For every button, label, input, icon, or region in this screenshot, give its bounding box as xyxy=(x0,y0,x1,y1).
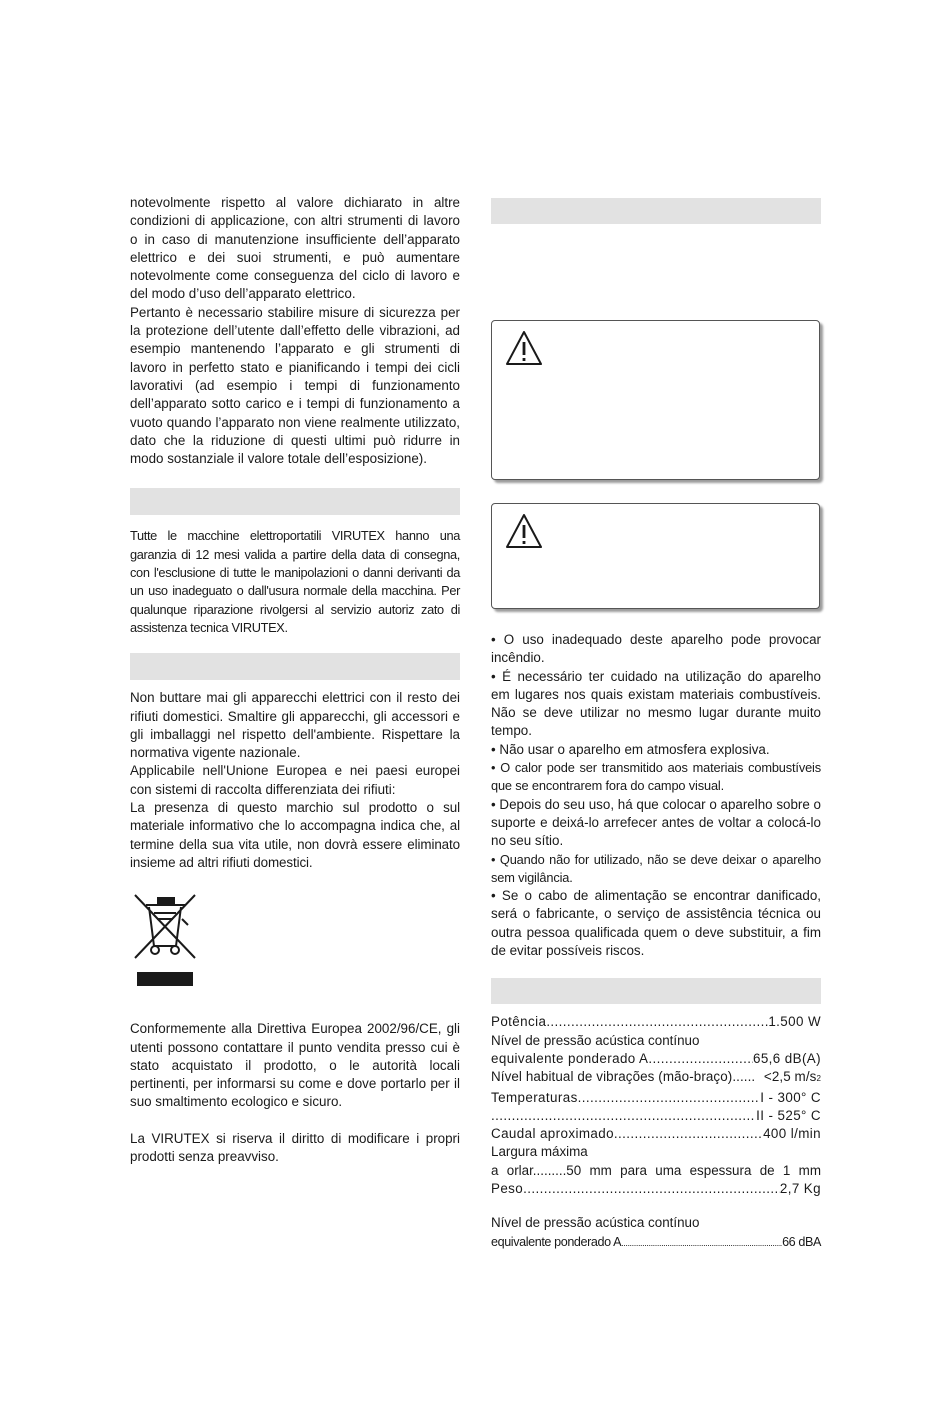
spec-width-line2: a orlar.........50 mm para uma espessura de 1 mm xyxy=(491,1162,821,1178)
warranty-section-bar xyxy=(130,488,460,515)
safety-bullets xyxy=(491,631,821,1252)
noise-value-line: equivalente ponderado A ..... 66 dBA xyxy=(491,1233,821,1252)
right-column xyxy=(491,198,821,1249)
technical-specs xyxy=(491,1013,821,1198)
warranty-paragraph: Tutte le macchine elettroportatili VIRUTEX hanno una garanzia di 12 mesi valida a partire della data di consegna, con l'esclusione di tutte le manipolazioni o danni derivanti da un uso inadeguato o dall'usura normale della macchina. Per qualunque riparazione rivolgersi al servizio autoriz zato di assistenza tecnica VIRUTEX. xyxy=(130,528,460,635)
spec-vibration: Nível habitual de vibrações (mão-braço)...... <2,5 m/s 2 xyxy=(491,1069,821,1085)
noise-line1: Nível de pressão acústica contínuo xyxy=(491,1215,700,1231)
warning-box-1 xyxy=(491,320,820,480)
bullet-item: • O uso inadequado deste aparelho pode provocar incêndio. xyxy=(491,632,821,666)
spec-weight: Peso ..... 2,7 Kg xyxy=(491,1180,821,1198)
disposal-paragraph-2: Applicabile nell'Unione Europea e nei paesi europei con sistemi di raccolta differenziata dei rifiuti: xyxy=(130,763,460,797)
bullet-item: • Não usar o aparelho em atmosfera explosiva. xyxy=(491,741,770,757)
warning-triangle-icon xyxy=(504,329,544,367)
disposal-paragraph-1: Non buttare mai gli apparecchi elettrici con il resto dei rifiuti domestici. Smaltire gli apparecchi, gli accessori e gli imballaggi nel rispetto dell'ambiente. Rispettare la normativa vigente nazionale. xyxy=(130,690,460,761)
disposal-paragraph-3: La presenza di questo marchio sul prodotto o sul materiale informativo che lo accompagna indica che, al termine della sua vita utile, non dovrà essere eliminato insieme ad altri rifiuti domestici. xyxy=(130,800,460,870)
left-column xyxy=(130,194,460,1166)
bullet-item: • Depois do seu uso, há que colocar o aparelho sobre o suporte e deixá-lo arrefecer antes de voltar a colocá-lo no seu sítio. xyxy=(491,796,821,849)
specs-section-bar xyxy=(491,978,821,1004)
bullet-item: • É necessário ter cuidado na utilização do aparelho em lugares nos quais existam materiais combustíveis. Não se deve utilizar no mesmo lugar durante muito tempo. xyxy=(491,668,821,739)
spec-width-line1: Largura máxima xyxy=(491,1144,588,1160)
vibration-paragraph: notevolmente rispetto al valore dichiarato in altre condizioni di applicazione, con altri strumenti di lavoro o in caso di manutenzione insufficiente dell’apparato elettrico e dei suoi strumenti, e può aumentare notevolmente come conseguenza del ciclo di lavoro e del modo d’uso dell’apparato elettrico. xyxy=(130,195,460,302)
safety-measures-paragraph: Pertanto è necessario stabilire misure di sicurezza per la protezione dell’utente dall’effetto delle vibrazioni, ad esempio mantenendo l’apparato e gli strumenti di lavoro in perfetto stato e pianificando i tempi dei cicli lavorativi (ad esempio i tempi di funzionamento dell’apparato sotto carico e i tempi di funzionamento a vuoto quando l’apparato non viene realmente utilizzato, dato che la riduzione di questi ultimi può ridurre in modo sostanziale il valore totale dell’esposizione). xyxy=(130,304,460,467)
directive-paragraph: Conformemente alla Direttiva Europea 2002/96/CE, gli utenti possono contattare il punto vendita presso cui è stato acquistato il prodotto, o le autorità locali pertinenti, per informarsi su come e dove portarlo per il suo smaltimento ecologico e sicuro. xyxy=(130,1021,460,1110)
spec-pressure-line: Nível de pressão acústica contínuo xyxy=(491,1032,700,1048)
spec-airflow: Caudal aproximado ..... 400 l/min xyxy=(491,1125,821,1143)
weee-crossed-bin-icon xyxy=(130,892,200,990)
rights-paragraph: La VIRUTEX si riserva il diritto di modificare i propri prodotti senza preavviso. xyxy=(130,1130,460,1164)
bullet-item: • Quando não for utilizado, não se deve deixar o aparelho sem vigilância. xyxy=(491,851,821,885)
bullet-item: • Se o cabo de alimentação se encontrar danificado, será o fabricante, o serviço de assistência técnica ou outra pessoa qualificada quem o deve substituir, a fim de evitar possíveis riscos. xyxy=(491,888,821,959)
spec-temperature-2: ..... II - 525° C xyxy=(491,1107,821,1125)
noise-level xyxy=(491,1214,821,1252)
spec-pressure: equivalente ponderado A ..... 65,6 dB(A) xyxy=(491,1050,821,1068)
bullet-item: • O calor pode ser transmitido aos materiais combustíveis que se encontrarem fora do campo visual. xyxy=(491,760,821,794)
safety-section-bar xyxy=(491,198,821,224)
disposal-section-bar xyxy=(130,653,460,680)
warning-triangle-icon xyxy=(504,512,544,550)
warning-box-2 xyxy=(491,503,820,609)
spec-power: Potência ..... 1.500 W xyxy=(491,1013,821,1031)
spec-temperature-1: Temperaturas ..... I - 300° C xyxy=(491,1089,821,1107)
